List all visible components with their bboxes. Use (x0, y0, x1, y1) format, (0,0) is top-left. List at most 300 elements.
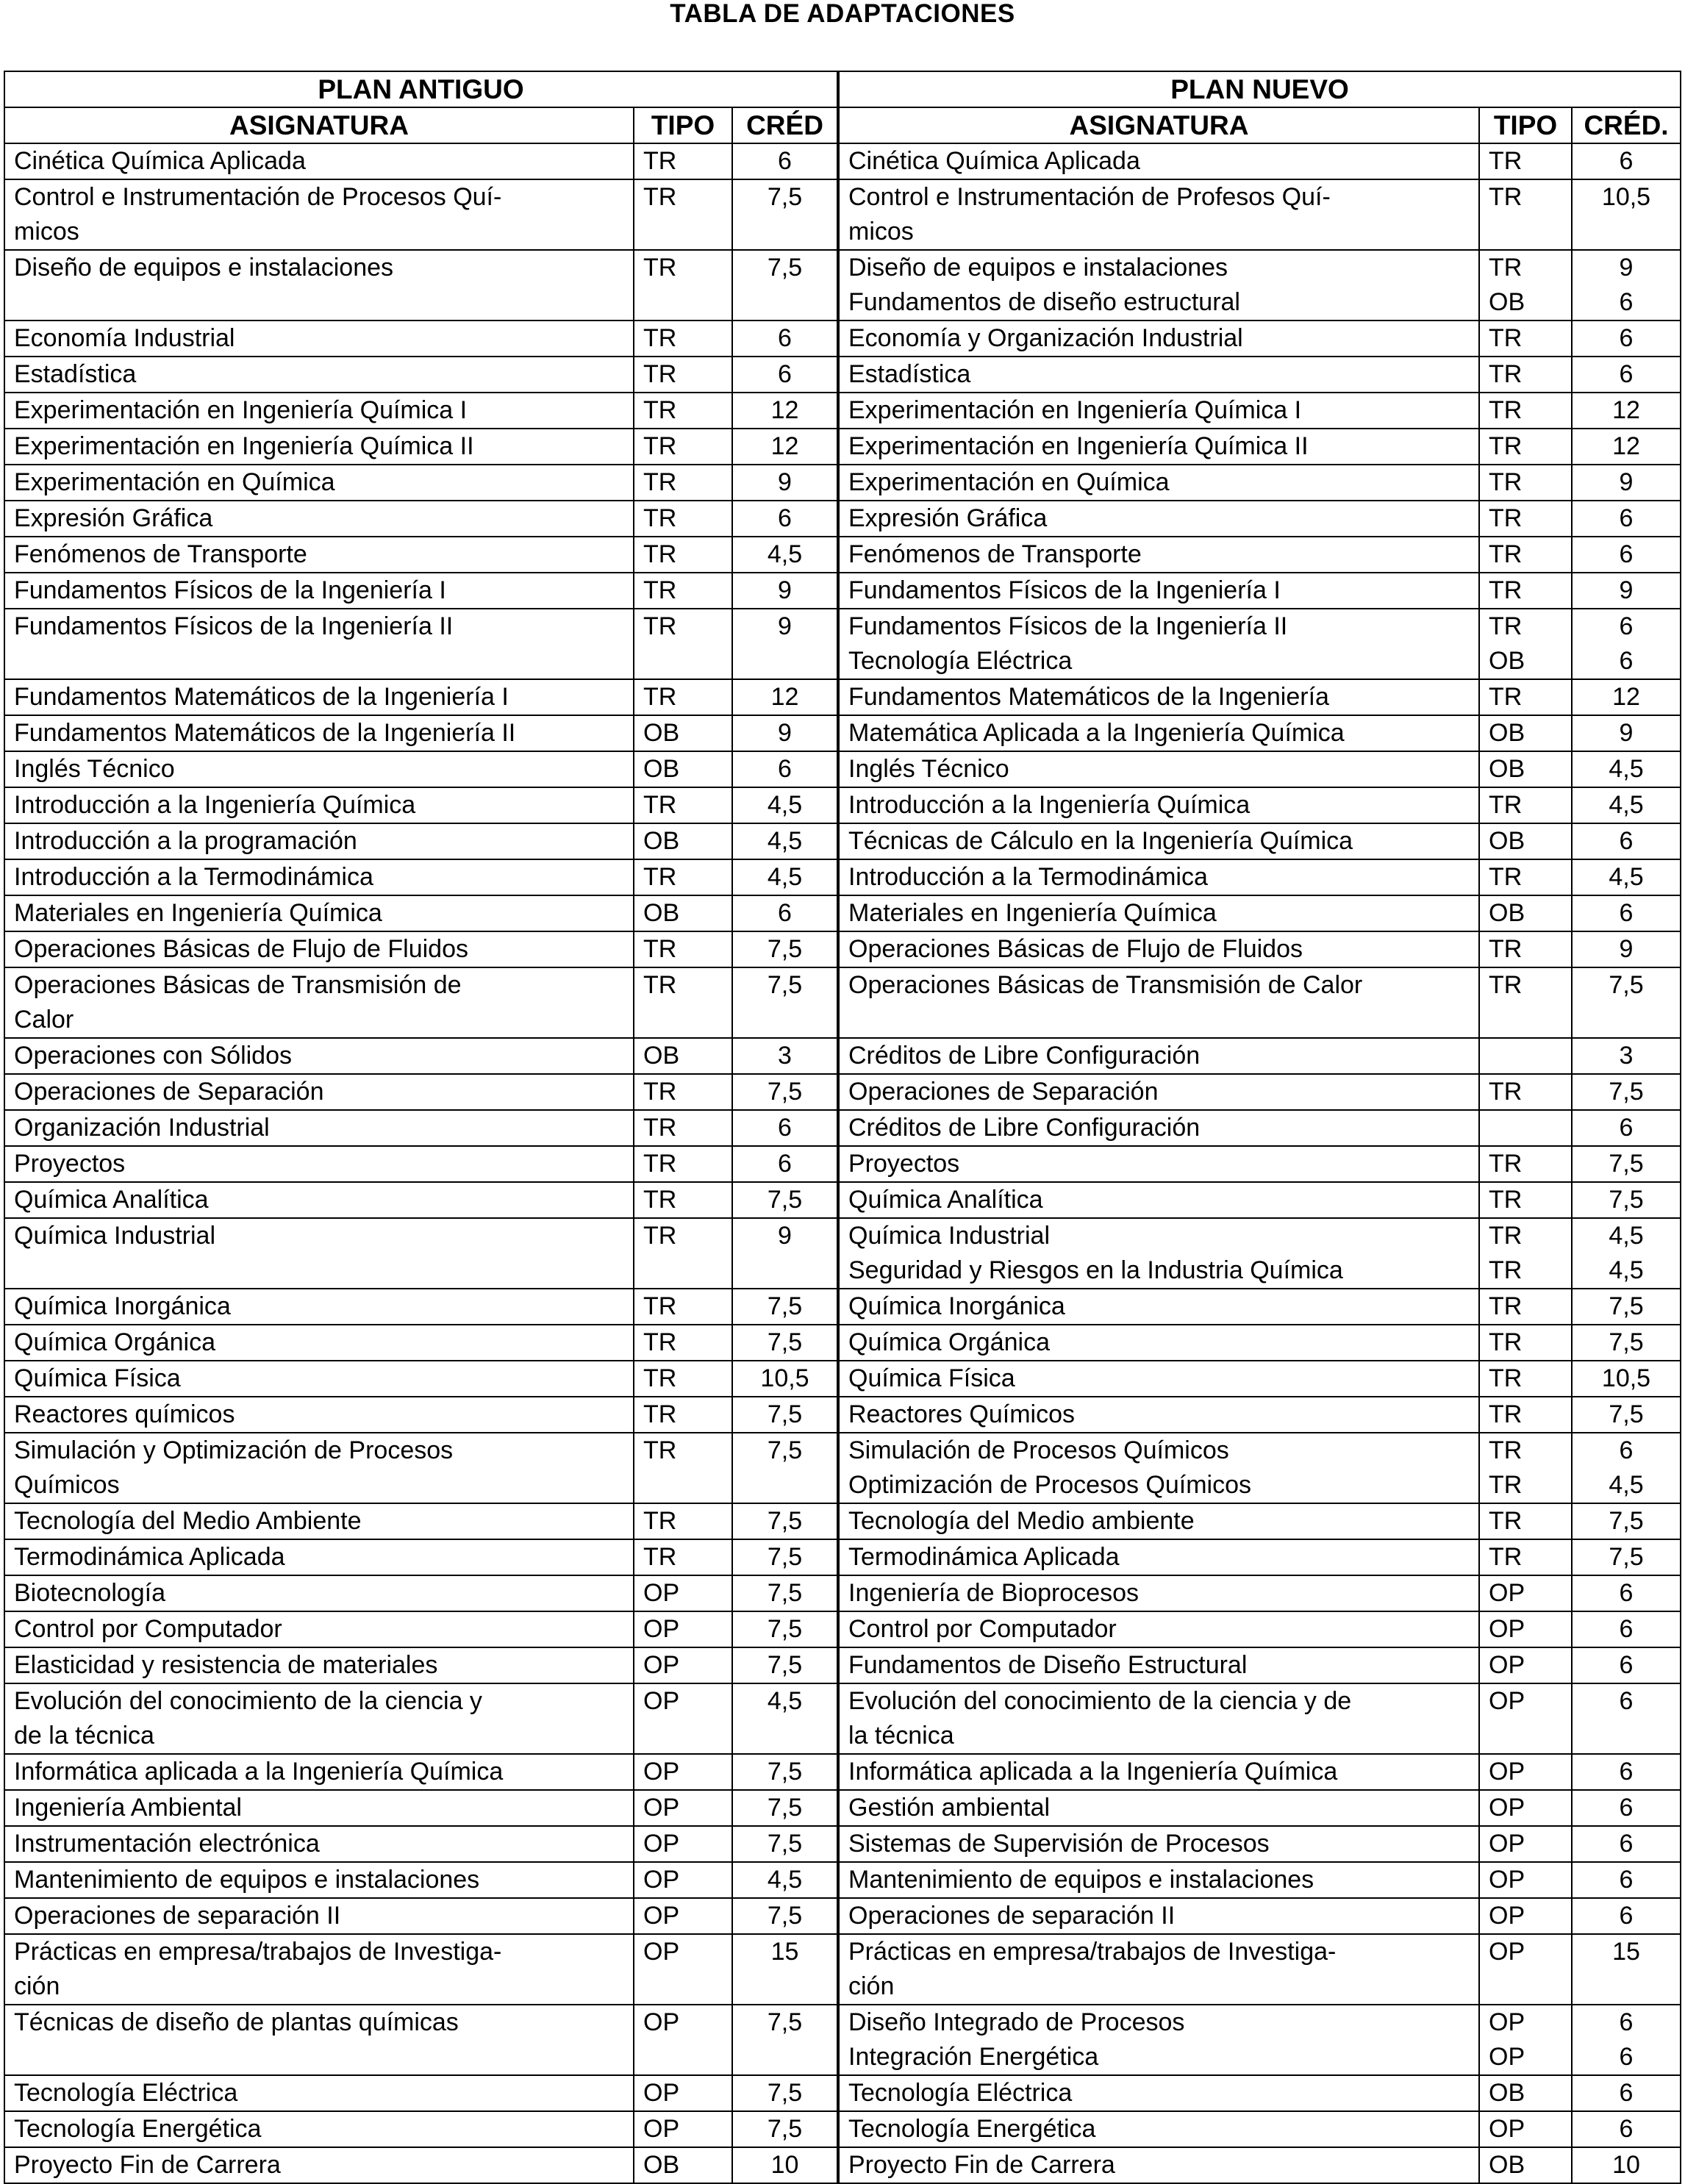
old-subject-cell: Reactores químicos (4, 1397, 634, 1433)
new-subject-cell: Control e Instrumentación de Profesos Quí- micos (838, 179, 1479, 250)
new-type-cell: OP (1479, 2111, 1572, 2147)
new-credits-cell: 4,5 (1572, 787, 1681, 823)
table-row (4, 751, 1681, 787)
old-type-cell: TR (634, 465, 732, 501)
new-type-header: TIPO (1479, 107, 1572, 143)
new-subject-cell: Operaciones de separación II (838, 1898, 1479, 1934)
old-subject-cell: Técnicas de diseño de plantas químicas (4, 2005, 634, 2075)
old-credits-cell: 6 (732, 501, 838, 537)
old-credits-cell: 7,5 (732, 2005, 838, 2075)
old-credits-cell: 7,5 (732, 179, 838, 250)
old-subject-cell: Operaciones Básicas de Flujo de Fluidos (4, 931, 634, 967)
old-subject-cell: Química Analítica (4, 1182, 634, 1218)
new-credits-cell: 10 (1572, 2147, 1681, 2183)
old-type-cell: TR (634, 787, 732, 823)
new-credits-cell: 7,5 (1572, 1325, 1681, 1361)
new-type-cell: TR (1479, 1503, 1572, 1539)
old-credits-cell: 7,5 (732, 1289, 838, 1325)
new-credits-cell: 6 (1572, 1862, 1681, 1898)
new-subject-cell: Reactores Químicos (838, 1397, 1479, 1433)
new-subject-cell: Técnicas de Cálculo en la Ingeniería Química (838, 823, 1479, 859)
old-subject-cell: Fundamentos Físicos de la Ingeniería II (4, 609, 634, 679)
table-row (4, 501, 1681, 537)
table-row (4, 895, 1681, 931)
new-type-cell: TR (1479, 1325, 1572, 1361)
old-type-cell: TR (634, 1110, 732, 1146)
old-subject-cell: Introducción a la Ingeniería Química (4, 787, 634, 823)
new-type-cell: TR (1479, 465, 1572, 501)
old-type-header: TIPO (634, 107, 732, 143)
old-credits-cell: 7,5 (732, 1647, 838, 1683)
old-subject-cell: Tecnología Eléctrica (4, 2075, 634, 2111)
new-credits-cell: 6 (1572, 143, 1681, 179)
table-row (4, 2111, 1681, 2147)
old-type-cell: TR (634, 537, 732, 573)
new-type-cell: TR OB (1479, 609, 1572, 679)
old-type-cell: TR (634, 609, 732, 679)
table-row (4, 609, 1681, 679)
plan-nuevo-header: PLAN NUEVO (838, 71, 1681, 107)
new-credits-cell: 3 (1572, 1038, 1681, 1074)
table-row (4, 2147, 1681, 2183)
new-credits-cell: 6 6 (1572, 609, 1681, 679)
old-type-cell: OP (634, 1862, 732, 1898)
old-subject-cell: Elasticidad y resistencia de materiales (4, 1647, 634, 1683)
table-row (4, 1503, 1681, 1539)
old-subject-cell: Materiales en Ingeniería Química (4, 895, 634, 931)
table-row (4, 1539, 1681, 1575)
old-credits-header: CRÉD (732, 107, 838, 143)
new-type-cell: OP (1479, 1790, 1572, 1826)
old-credits-cell: 9 (732, 573, 838, 609)
old-type-cell: TR (634, 1397, 732, 1433)
new-credits-cell: 6 (1572, 2075, 1681, 2111)
new-credits-cell: 7,5 (1572, 1397, 1681, 1433)
new-subject-cell: Química Inorgánica (838, 1289, 1479, 1325)
old-type-cell: TR (634, 573, 732, 609)
old-subject-cell: Fenómenos de Transporte (4, 537, 634, 573)
old-subject-cell: Operaciones con Sólidos (4, 1038, 634, 1074)
table-row (4, 1182, 1681, 1218)
table-row (4, 357, 1681, 393)
new-credits-cell: 6 (1572, 1647, 1681, 1683)
plan-header-row (4, 71, 1681, 107)
new-type-cell: OP (1479, 1862, 1572, 1898)
table-row (4, 143, 1681, 179)
old-type-cell: OP (634, 1683, 732, 1754)
table-row (4, 1862, 1681, 1898)
old-subject-cell: Fundamentos Matemáticos de la Ingeniería II (4, 715, 634, 751)
old-credits-cell: 7,5 (732, 2111, 838, 2147)
old-type-cell: OP (634, 1575, 732, 1611)
old-subject-cell: Introducción a la programación (4, 823, 634, 859)
old-subject-cell: Economía Industrial (4, 321, 634, 357)
new-subject-cell: Simulación de Procesos Químicos Optimización de Procesos Químicos (838, 1433, 1479, 1503)
table-row (4, 1683, 1681, 1754)
old-subject-cell: Inglés Técnico (4, 751, 634, 787)
old-credits-cell: 7,5 (732, 967, 838, 1038)
old-credits-cell: 9 (732, 465, 838, 501)
new-credits-cell: 10,5 (1572, 179, 1681, 250)
old-type-cell: OB (634, 895, 732, 931)
new-credits-cell: 4,5 (1572, 751, 1681, 787)
old-subject-cell: Fundamentos Matemáticos de la Ingeniería I (4, 679, 634, 715)
new-subject-cell: Mantenimiento de equipos e instalaciones (838, 1862, 1479, 1898)
new-credits-cell: 4,5 (1572, 859, 1681, 895)
table-row (4, 1611, 1681, 1647)
new-subject-cell: Experimentación en Ingeniería Química I (838, 393, 1479, 429)
new-subject-cell: Informática aplicada a la Ingeniería Química (838, 1754, 1479, 1790)
new-credits-cell: 6 (1572, 501, 1681, 537)
new-subject-cell: Termodinámica Aplicada (838, 1539, 1479, 1575)
new-subject-cell: Matemática Aplicada a la Ingeniería Química (838, 715, 1479, 751)
old-credits-cell: 6 (732, 1146, 838, 1182)
new-credits-cell: 7,5 (1572, 967, 1681, 1038)
table-row (4, 859, 1681, 895)
new-subject-cell: Tecnología Energética (838, 2111, 1479, 2147)
old-type-cell: TR (634, 1218, 732, 1289)
new-subject-cell: Introducción a la Termodinámica (838, 859, 1479, 895)
new-type-cell: OP (1479, 1647, 1572, 1683)
old-subject-cell: Operaciones de separación II (4, 1898, 634, 1934)
new-credits-cell: 6 (1572, 2111, 1681, 2147)
old-type-cell: TR (634, 1289, 732, 1325)
new-type-cell: TR OB (1479, 250, 1572, 321)
table-row (4, 1218, 1681, 1289)
old-type-cell: TR (634, 429, 732, 465)
new-subject-cell: Química Analítica (838, 1182, 1479, 1218)
new-type-cell: TR (1479, 1397, 1572, 1433)
old-type-cell: TR (634, 1325, 732, 1361)
new-credits-cell: 4,5 4,5 (1572, 1218, 1681, 1289)
new-subject-cell: Fundamentos de Diseño Estructural (838, 1647, 1479, 1683)
plan-antiguo-header: PLAN ANTIGUO (4, 71, 838, 107)
old-type-cell: OP (634, 1611, 732, 1647)
old-subject-cell: Control por Computador (4, 1611, 634, 1647)
new-subject-cell: Materiales en Ingeniería Química (838, 895, 1479, 931)
table-row (4, 1325, 1681, 1361)
new-credits-cell: 7,5 (1572, 1289, 1681, 1325)
old-subject-cell: Simulación y Optimización de Procesos Químicos (4, 1433, 634, 1503)
new-credits-cell: 6 (1572, 537, 1681, 573)
new-subject-cell: Fundamentos Físicos de la Ingeniería I (838, 573, 1479, 609)
new-credits-cell: 6 (1572, 1826, 1681, 1862)
old-credits-cell: 6 (732, 143, 838, 179)
old-subject-cell: Estadística (4, 357, 634, 393)
new-type-cell: OB (1479, 2075, 1572, 2111)
old-type-cell: TR (634, 357, 732, 393)
new-type-cell: OP (1479, 1683, 1572, 1754)
table-row (4, 1110, 1681, 1146)
new-credits-cell: 6 (1572, 1575, 1681, 1611)
new-subject-cell: Química Física (838, 1361, 1479, 1397)
old-credits-cell: 7,5 (732, 1898, 838, 1934)
new-subject-cell: Fundamentos Físicos de la Ingeniería II Tecnología Eléctrica (838, 609, 1479, 679)
old-type-cell: OP (634, 1898, 732, 1934)
new-type-cell: OB (1479, 715, 1572, 751)
new-type-cell: OB (1479, 751, 1572, 787)
new-type-cell: TR (1479, 931, 1572, 967)
new-credits-cell: 9 (1572, 465, 1681, 501)
old-type-cell: TR (634, 1361, 732, 1397)
new-credits-cell: 6 (1572, 1683, 1681, 1754)
new-credits-cell: 6 (1572, 1898, 1681, 1934)
new-type-cell (1479, 1110, 1572, 1146)
new-subject-cell: Economía y Organización Industrial (838, 321, 1479, 357)
new-subject-cell: Gestión ambiental (838, 1790, 1479, 1826)
table-row (4, 931, 1681, 967)
new-subject-cell: Expresión Gráfica (838, 501, 1479, 537)
old-type-cell: OP (634, 1934, 732, 2005)
old-type-cell: TR (634, 1433, 732, 1503)
new-subject-cell: Experimentación en Ingeniería Química II (838, 429, 1479, 465)
old-subject-cell: Química Orgánica (4, 1325, 634, 1361)
new-subject-cell: Sistemas de Supervisión de Procesos (838, 1826, 1479, 1862)
new-type-cell: TR (1479, 787, 1572, 823)
new-credits-cell: 7,5 (1572, 1074, 1681, 1110)
old-subject-cell: Química Inorgánica (4, 1289, 634, 1325)
old-subject-cell: Evolución del conocimiento de la ciencia y de la técnica (4, 1683, 634, 1754)
old-credits-cell: 7,5 (732, 1503, 838, 1539)
new-type-cell: TR (1479, 501, 1572, 537)
old-credits-cell: 15 (732, 1934, 838, 2005)
old-subject-cell: Diseño de equipos e instalaciones (4, 250, 634, 321)
old-type-cell: TR (634, 859, 732, 895)
new-subject-cell: Operaciones Básicas de Flujo de Fluidos (838, 931, 1479, 967)
old-type-cell: OP (634, 1647, 732, 1683)
table-row (4, 1433, 1681, 1503)
new-credits-cell: 6 6 (1572, 2005, 1681, 2075)
old-type-cell: TR (634, 967, 732, 1038)
old-subject-cell: Operaciones de Separación (4, 1074, 634, 1110)
new-subject-cell: Proyectos (838, 1146, 1479, 1182)
new-subject-cell: Ingeniería de Bioprocesos (838, 1575, 1479, 1611)
old-type-cell: TR (634, 1182, 732, 1218)
new-subject-cell: Tecnología del Medio ambiente (838, 1503, 1479, 1539)
old-subject-cell: Control e Instrumentación de Procesos Quí- micos (4, 179, 634, 250)
new-credits-cell: 9 6 (1572, 250, 1681, 321)
old-type-cell: OB (634, 1038, 732, 1074)
new-subject-cell: Introducción a la Ingeniería Química (838, 787, 1479, 823)
adaptation-table (4, 71, 1681, 2184)
table-row (4, 537, 1681, 573)
new-credits-cell: 7,5 (1572, 1146, 1681, 1182)
old-credits-cell: 9 (732, 609, 838, 679)
table-row (4, 1898, 1681, 1934)
new-type-cell: OP (1479, 1898, 1572, 1934)
column-header-row (4, 107, 1681, 143)
new-credits-cell: 12 (1572, 679, 1681, 715)
new-credits-cell: 6 (1572, 1790, 1681, 1826)
new-credits-cell: 9 (1572, 715, 1681, 751)
table-row (4, 787, 1681, 823)
table-row (4, 823, 1681, 859)
old-credits-cell: 7,5 (732, 1575, 838, 1611)
old-credits-cell: 12 (732, 393, 838, 429)
table-row (4, 1754, 1681, 1790)
table-row (4, 1575, 1681, 1611)
old-subject-cell: Expresión Gráfica (4, 501, 634, 537)
table-row (4, 1146, 1681, 1182)
table-row (4, 1397, 1681, 1433)
old-credits-cell: 4,5 (732, 859, 838, 895)
old-credits-cell: 7,5 (732, 250, 838, 321)
old-credits-cell: 4,5 (732, 1862, 838, 1898)
new-subject-cell: Fundamentos Matemáticos de la Ingeniería (838, 679, 1479, 715)
old-type-cell: OP (634, 1826, 732, 1862)
table-row (4, 1790, 1681, 1826)
old-credits-cell: 7,5 (732, 1611, 838, 1647)
old-subject-cell: Operaciones Básicas de Transmisión de Calor (4, 967, 634, 1038)
table-row (4, 321, 1681, 357)
new-type-cell: TR (1479, 1361, 1572, 1397)
old-credits-cell: 7,5 (732, 1325, 838, 1361)
old-subject-cell: Química Física (4, 1361, 634, 1397)
new-type-cell: OP (1479, 1611, 1572, 1647)
old-credits-cell: 7,5 (732, 931, 838, 967)
new-credits-cell: 6 (1572, 895, 1681, 931)
new-type-cell: TR (1479, 179, 1572, 250)
old-type-cell: OP (634, 1790, 732, 1826)
new-credits-cell: 12 (1572, 429, 1681, 465)
page-title: TABLA DE ADAPTACIONES (670, 0, 1015, 28)
table-row (4, 179, 1681, 250)
old-credits-cell: 7,5 (732, 1074, 838, 1110)
old-type-cell: TR (634, 393, 732, 429)
new-subject-cell: Química Orgánica (838, 1325, 1479, 1361)
old-subject-header: ASIGNATURA (4, 107, 634, 143)
new-subject-cell: Estadística (838, 357, 1479, 393)
old-subject-cell: Mantenimiento de equipos e instalaciones (4, 1862, 634, 1898)
new-subject-cell: Diseño de equipos e instalaciones Fundamentos de diseño estructural (838, 250, 1479, 321)
table-row (4, 1647, 1681, 1683)
table-row (4, 465, 1681, 501)
old-subject-cell: Fundamentos Físicos de la Ingeniería I (4, 573, 634, 609)
old-credits-cell: 6 (732, 321, 838, 357)
new-type-cell: TR (1479, 573, 1572, 609)
new-subject-cell: Proyecto Fin de Carrera (838, 2147, 1479, 2183)
new-type-cell: TR (1479, 429, 1572, 465)
table-row (4, 1361, 1681, 1397)
new-type-cell: TR TR (1479, 1433, 1572, 1503)
new-type-cell: TR (1479, 1539, 1572, 1575)
table-row (4, 679, 1681, 715)
old-credits-cell: 7,5 (732, 1826, 838, 1862)
old-credits-cell: 7,5 (732, 1539, 838, 1575)
old-type-cell: TR (634, 321, 732, 357)
old-subject-cell: Proyecto Fin de Carrera (4, 2147, 634, 2183)
old-credits-cell: 7,5 (732, 1397, 838, 1433)
new-type-cell: TR (1479, 321, 1572, 357)
new-type-cell: TR (1479, 1074, 1572, 1110)
new-type-cell: OB (1479, 823, 1572, 859)
old-type-cell: OP (634, 2111, 732, 2147)
old-subject-cell: Termodinámica Aplicada (4, 1539, 634, 1575)
table-row (4, 1934, 1681, 2005)
new-credits-cell: 6 4,5 (1572, 1433, 1681, 1503)
old-subject-cell: Cinética Química Aplicada (4, 143, 634, 179)
new-credits-cell: 7,5 (1572, 1503, 1681, 1539)
old-subject-cell: Organización Industrial (4, 1110, 634, 1146)
old-credits-cell: 3 (732, 1038, 838, 1074)
new-type-cell: TR (1479, 1146, 1572, 1182)
old-type-cell: OB (634, 715, 732, 751)
new-type-cell: TR (1479, 679, 1572, 715)
new-subject-cell: Diseño Integrado de Procesos Integración Energética (838, 2005, 1479, 2075)
new-credits-cell: 7,5 (1572, 1539, 1681, 1575)
new-type-cell: TR (1479, 859, 1572, 895)
table-row (4, 967, 1681, 1038)
old-subject-cell: Experimentación en Ingeniería Química II (4, 429, 634, 465)
new-subject-cell: Experimentación en Química (838, 465, 1479, 501)
old-type-cell: TR (634, 679, 732, 715)
old-credits-cell: 7,5 (732, 1754, 838, 1790)
new-type-cell: TR (1479, 357, 1572, 393)
old-subject-cell: Introducción a la Termodinámica (4, 859, 634, 895)
old-type-cell: OP (634, 1754, 732, 1790)
new-credits-cell: 9 (1572, 573, 1681, 609)
new-type-cell: TR (1479, 1182, 1572, 1218)
old-credits-cell: 6 (732, 895, 838, 931)
new-subject-cell: Evolución del conocimiento de la ciencia y de la técnica (838, 1683, 1479, 1754)
old-credits-cell: 7,5 (732, 2075, 838, 2111)
old-subject-cell: Experimentación en Ingeniería Química I (4, 393, 634, 429)
old-type-cell: TR (634, 501, 732, 537)
table-row (4, 2075, 1681, 2111)
old-credits-cell: 7,5 (732, 1433, 838, 1503)
old-type-cell: TR (634, 1503, 732, 1539)
old-credits-cell: 7,5 (732, 1790, 838, 1826)
old-subject-cell: Informática aplicada a la Ingeniería Química (4, 1754, 634, 1790)
old-type-cell: OB (634, 2147, 732, 2183)
table-row (4, 1826, 1681, 1862)
old-type-cell: TR (634, 143, 732, 179)
old-type-cell: TR (634, 1539, 732, 1575)
old-subject-cell: Tecnología Energética (4, 2111, 634, 2147)
new-type-cell: TR TR (1479, 1218, 1572, 1289)
old-subject-cell: Biotecnología (4, 1575, 634, 1611)
old-type-cell: OP (634, 2005, 732, 2075)
old-subject-cell: Experimentación en Química (4, 465, 634, 501)
new-credits-cell: 6 (1572, 1754, 1681, 1790)
old-subject-cell: Ingeniería Ambiental (4, 1790, 634, 1826)
old-subject-cell: Proyectos (4, 1146, 634, 1182)
new-subject-cell: Tecnología Eléctrica (838, 2075, 1479, 2111)
old-credits-cell: 12 (732, 429, 838, 465)
table-row (4, 250, 1681, 321)
new-type-cell: TR (1479, 143, 1572, 179)
new-type-cell: OP (1479, 1575, 1572, 1611)
new-credits-cell: 6 (1572, 357, 1681, 393)
new-type-cell: TR (1479, 537, 1572, 573)
new-type-cell: OP (1479, 1754, 1572, 1790)
new-subject-cell: Cinética Química Aplicada (838, 143, 1479, 179)
new-type-cell: OB (1479, 2147, 1572, 2183)
old-credits-cell: 9 (732, 715, 838, 751)
old-subject-cell: Instrumentación electrónica (4, 1826, 634, 1862)
old-credits-cell: 7,5 (732, 1182, 838, 1218)
new-type-cell (1479, 1038, 1572, 1074)
new-subject-header: ASIGNATURA (838, 107, 1479, 143)
table-row (4, 573, 1681, 609)
old-credits-cell: 4,5 (732, 823, 838, 859)
new-type-cell: OP (1479, 1826, 1572, 1862)
new-subject-cell: Operaciones de Separación (838, 1074, 1479, 1110)
old-credits-cell: 6 (732, 751, 838, 787)
old-type-cell: OP (634, 2075, 732, 2111)
new-subject-cell: Inglés Técnico (838, 751, 1479, 787)
old-credits-cell: 6 (732, 1110, 838, 1146)
